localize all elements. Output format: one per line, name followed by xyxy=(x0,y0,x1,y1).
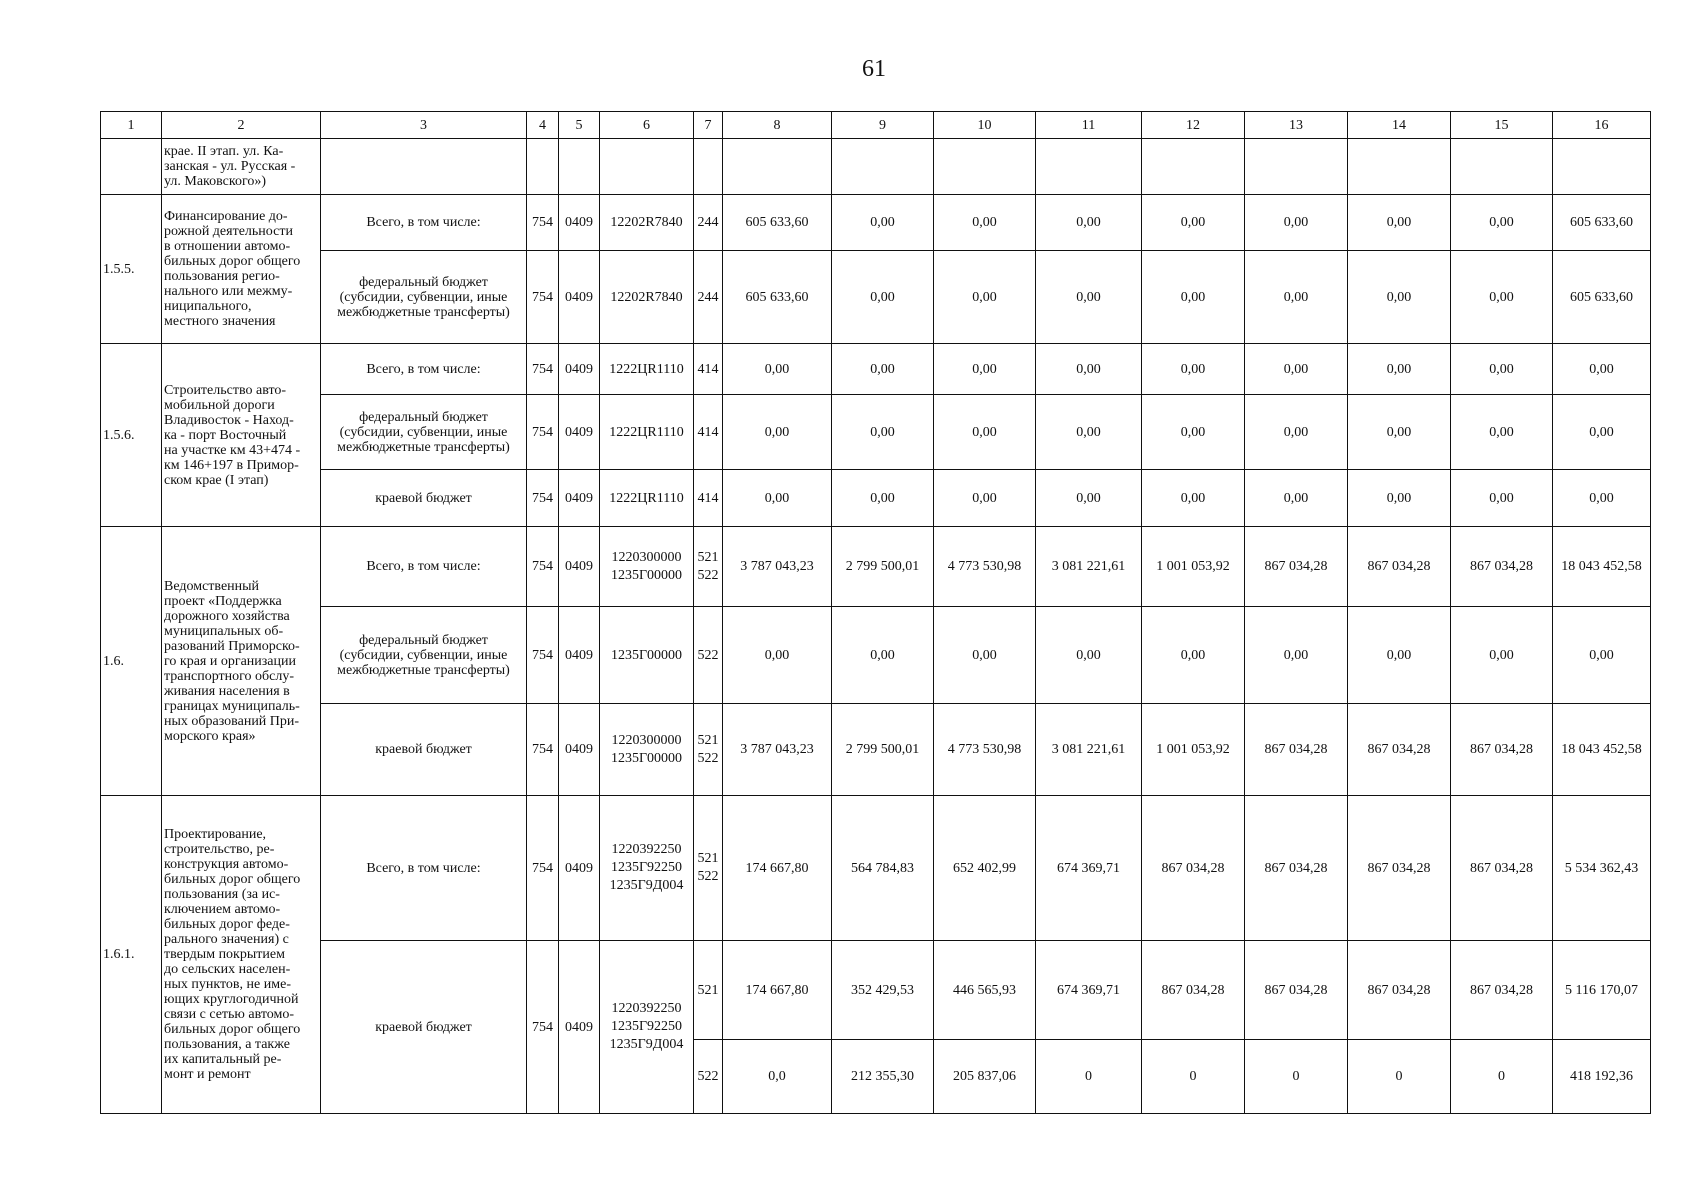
funding-source xyxy=(321,344,527,395)
total-cell: 5 116 170,07 xyxy=(1553,941,1651,1040)
value-cell: 867 034,28 xyxy=(1142,941,1245,1040)
column-header: 2 xyxy=(162,112,321,139)
column-header: 16 xyxy=(1553,112,1651,139)
value-cell: 605 633,60 xyxy=(723,251,832,344)
value-cell: 0 xyxy=(1451,1040,1553,1114)
value-cell: 4 773 530,98 xyxy=(934,704,1036,796)
name-line: ском крае (I этап) xyxy=(164,472,269,488)
column-header: 7 xyxy=(694,112,723,139)
value-cell: 0,00 xyxy=(1451,395,1553,470)
code-col7: 414 xyxy=(694,395,723,470)
value-cell: 0,00 xyxy=(832,395,934,470)
cell xyxy=(723,139,832,195)
source-line: межбюджетные трансферты) xyxy=(337,439,510,455)
cell xyxy=(527,139,559,195)
value-cell: 0,00 xyxy=(934,395,1036,470)
total-cell: 605 633,60 xyxy=(1553,195,1651,251)
code-col7 xyxy=(694,527,723,607)
value-cell: 4 773 530,98 xyxy=(934,527,1036,607)
column-header: 12 xyxy=(1142,112,1245,139)
value-cell: 0,00 xyxy=(832,470,934,527)
code-line: 521 xyxy=(697,732,719,748)
code-line: 521 xyxy=(697,851,719,866)
funding-source xyxy=(321,395,527,470)
name-line: Ведомственный xyxy=(164,578,260,594)
value-cell: 0,00 xyxy=(1142,344,1245,395)
code-line: 1235Г9Д004 xyxy=(609,1037,684,1052)
code-col4: 754 xyxy=(527,796,559,941)
value-cell: 0,00 xyxy=(1451,470,1553,527)
code-col6 xyxy=(600,941,694,1114)
value-cell: 867 034,28 xyxy=(1451,704,1553,796)
code-col4: 754 xyxy=(527,607,559,704)
source-line: Всего, в том числе: xyxy=(366,215,481,230)
code-col7: 414 xyxy=(694,344,723,395)
code-col7: 414 xyxy=(694,470,723,527)
value-cell: 205 837,06 xyxy=(934,1040,1036,1114)
value-cell: 0,00 xyxy=(1036,607,1142,704)
funding-source xyxy=(321,607,527,704)
value-cell: 0,00 xyxy=(1142,395,1245,470)
value-cell: 0,00 xyxy=(1245,607,1348,704)
value-cell: 0,00 xyxy=(1348,195,1451,251)
name-line: проект «Поддержка xyxy=(164,593,282,609)
column-header: 9 xyxy=(832,112,934,139)
total-cell: 0,00 xyxy=(1553,470,1651,527)
code-col5: 0409 xyxy=(559,470,600,527)
source-line: краевой бюджет xyxy=(375,742,472,757)
code-col5: 0409 xyxy=(559,527,600,607)
code-col4: 754 xyxy=(527,527,559,607)
value-cell: 867 034,28 xyxy=(1451,941,1553,1040)
code-line: 1235Г00000 xyxy=(610,567,683,583)
source-line: межбюджетные трансферты) xyxy=(337,304,510,320)
table-row xyxy=(101,607,1651,704)
value-cell: 0 xyxy=(1036,1040,1142,1114)
value-cell: 0,00 xyxy=(1036,195,1142,251)
code-line: 1235Г00000 xyxy=(610,750,683,766)
name-line: транспортного обслу- xyxy=(164,668,295,684)
value-cell: 0 xyxy=(1245,1040,1348,1114)
total-cell: 0,00 xyxy=(1553,607,1651,704)
code-col5: 0409 xyxy=(559,195,600,251)
table-row xyxy=(101,527,1651,607)
table-row xyxy=(101,195,1651,251)
name-line: рального значения) с xyxy=(164,932,289,947)
value-cell: 0,00 xyxy=(1245,395,1348,470)
source-line: федеральный бюджет xyxy=(359,409,488,425)
code-col7: 522 xyxy=(694,607,723,704)
source-line: (субсидии, субвенции, иные xyxy=(339,647,508,663)
source-line: краевой бюджет xyxy=(375,490,472,506)
item-name xyxy=(162,344,321,527)
name-line: занская - ул. Русская - xyxy=(164,159,296,174)
item-name xyxy=(162,139,321,195)
code-col5: 0409 xyxy=(559,395,600,470)
code-line: 522 xyxy=(697,567,719,583)
value-cell: 0,00 xyxy=(1245,344,1348,395)
cell xyxy=(832,139,934,195)
value-cell: 0,00 xyxy=(1451,607,1553,704)
name-line: нального или межму- xyxy=(164,284,293,299)
total-cell: 0,00 xyxy=(1553,395,1651,470)
code-line: 1235Г9Д004 xyxy=(609,878,684,893)
table-row xyxy=(101,796,1651,941)
column-header: 5 xyxy=(559,112,600,139)
code-col6: 1222ЦR1110 xyxy=(600,470,694,527)
source-line: Всего, в том числе: xyxy=(366,860,481,876)
name-line: мобильной дороги xyxy=(164,397,275,413)
value-cell: 0,00 xyxy=(723,344,832,395)
table-row xyxy=(101,395,1651,470)
name-line: крае. II этап. ул. Ка- xyxy=(164,144,284,159)
value-cell: 352 429,53 xyxy=(832,941,934,1040)
name-line: ул. Маковского») xyxy=(164,174,267,189)
table-row xyxy=(101,704,1651,796)
value-cell: 867 034,28 xyxy=(1142,796,1245,941)
funding-source xyxy=(321,470,527,527)
value-cell: 867 034,28 xyxy=(1245,704,1348,796)
code-col4: 754 xyxy=(527,251,559,344)
value-cell: 0,00 xyxy=(1036,395,1142,470)
cell xyxy=(694,139,723,195)
value-cell: 0,00 xyxy=(832,195,934,251)
column-header: 4 xyxy=(527,112,559,139)
value-cell: 564 784,83 xyxy=(832,796,934,941)
value-cell: 0,00 xyxy=(1451,195,1553,251)
value-cell: 867 034,28 xyxy=(1451,527,1553,607)
source-line: федеральный бюджет xyxy=(359,274,488,290)
code-col6: 1235Г00000 xyxy=(600,607,694,704)
code-col6: 12202R7840 xyxy=(600,251,694,344)
column-header: 14 xyxy=(1348,112,1451,139)
value-cell: 867 034,28 xyxy=(1245,527,1348,607)
value-cell: 0,00 xyxy=(723,470,832,527)
name-line: ключением автомо- xyxy=(164,902,281,917)
source-line: (субсидии, субвенции, иные xyxy=(339,289,508,305)
name-line: морского края» xyxy=(164,728,256,744)
name-line: монт и ремонт xyxy=(164,1067,251,1082)
value-cell: 1 001 053,92 xyxy=(1142,704,1245,796)
budget-table xyxy=(100,111,1651,1114)
code-col6 xyxy=(600,704,694,796)
total-cell: 418 192,36 xyxy=(1553,1040,1651,1114)
column-header: 13 xyxy=(1245,112,1348,139)
value-cell: 3 081 221,61 xyxy=(1036,704,1142,796)
value-cell: 0,00 xyxy=(1348,470,1451,527)
value-cell: 0 xyxy=(1142,1040,1245,1114)
value-cell: 3 787 043,23 xyxy=(723,704,832,796)
name-line: конструкция автомо- xyxy=(164,857,289,872)
code-col6: 12202R7840 xyxy=(600,195,694,251)
value-cell: 3 787 043,23 xyxy=(723,527,832,607)
value-cell: 674 369,71 xyxy=(1036,941,1142,1040)
name-line: Строительство авто- xyxy=(164,382,287,398)
name-line: связи с сетью автомо- xyxy=(164,1007,295,1022)
value-cell: 867 034,28 xyxy=(1348,527,1451,607)
code-col7: 244 xyxy=(694,195,723,251)
total-cell: 18 043 452,58 xyxy=(1553,704,1651,796)
name-line: до сельских населен- xyxy=(164,962,291,977)
code-line: 1235Г92250 xyxy=(610,860,683,875)
value-cell: 1 001 053,92 xyxy=(1142,527,1245,607)
code-line: 1220392250 xyxy=(611,842,682,857)
code-line: 522 xyxy=(697,869,719,884)
value-cell: 0,00 xyxy=(1451,344,1553,395)
code-col6: 1222ЦR1110 xyxy=(600,395,694,470)
code-col4: 754 xyxy=(527,195,559,251)
value-cell: 0,00 xyxy=(1142,470,1245,527)
code-col4: 754 xyxy=(527,395,559,470)
name-line: пользования, а также xyxy=(164,1037,290,1052)
total-cell: 18 043 452,58 xyxy=(1553,527,1651,607)
source-line: федеральный бюджет xyxy=(359,632,488,648)
total-cell: 5 534 362,43 xyxy=(1553,796,1651,941)
name-line: ных пунктов, не име- xyxy=(164,977,291,992)
code-col5: 0409 xyxy=(559,704,600,796)
value-cell: 652 402,99 xyxy=(934,796,1036,941)
name-line: Владивосток - Наход- xyxy=(164,412,294,428)
value-cell: 867 034,28 xyxy=(1348,796,1451,941)
code-col5: 0409 xyxy=(559,941,600,1114)
value-cell: 0,00 xyxy=(832,251,934,344)
cell xyxy=(1036,139,1142,195)
code-line: 521 xyxy=(697,549,719,565)
value-cell: 0,00 xyxy=(934,470,1036,527)
row-number: 1.5.5. xyxy=(101,195,162,344)
value-cell: 674 369,71 xyxy=(1036,796,1142,941)
name-line: ющих круглогодичной xyxy=(164,992,299,1007)
name-line: Проектирование, xyxy=(164,827,267,842)
name-line: границах муниципаль- xyxy=(164,698,300,714)
name-line: твердым покрытием xyxy=(164,947,285,962)
name-line: разований Приморско- xyxy=(164,638,300,654)
column-header: 11 xyxy=(1036,112,1142,139)
funding-source xyxy=(321,195,527,251)
name-line: бильных дорог общего xyxy=(164,872,301,887)
code-col5: 0409 xyxy=(559,344,600,395)
value-cell: 0,00 xyxy=(1142,251,1245,344)
value-cell: 0,00 xyxy=(1036,344,1142,395)
value-cell: 867 034,28 xyxy=(1451,796,1553,941)
value-cell: 0 xyxy=(1348,1040,1451,1114)
value-cell: 0,00 xyxy=(1142,607,1245,704)
table-row xyxy=(101,941,1651,1040)
row-number: 1.6.1. xyxy=(101,796,162,1114)
funding-source xyxy=(321,251,527,344)
code-col4: 754 xyxy=(527,704,559,796)
code-col4: 754 xyxy=(527,941,559,1114)
value-cell: 0,00 xyxy=(934,607,1036,704)
value-cell: 0,00 xyxy=(1348,395,1451,470)
total-cell: 0,00 xyxy=(1553,344,1651,395)
table-row xyxy=(101,251,1651,344)
name-line: пользования регио- xyxy=(164,269,280,284)
item-name xyxy=(162,527,321,796)
code-line: 1220300000 xyxy=(611,732,682,748)
code-line: 522 xyxy=(697,750,719,766)
name-line: ных образований При- xyxy=(164,713,300,729)
column-header: 15 xyxy=(1451,112,1553,139)
value-cell: 0,00 xyxy=(1348,607,1451,704)
code-col7: 244 xyxy=(694,251,723,344)
cell xyxy=(1553,139,1651,195)
code-col7 xyxy=(694,704,723,796)
row-number xyxy=(101,139,162,195)
value-cell: 0,00 xyxy=(1036,470,1142,527)
value-cell: 0,00 xyxy=(1245,251,1348,344)
value-cell: 446 565,93 xyxy=(934,941,1036,1040)
value-cell: 0,00 xyxy=(1036,251,1142,344)
name-line: км 146+197 в Примор- xyxy=(164,457,299,473)
source-line: Всего, в том числе: xyxy=(366,361,481,377)
value-cell: 867 034,28 xyxy=(1348,704,1451,796)
page-number: 61 xyxy=(862,56,886,82)
value-cell: 174 667,80 xyxy=(723,941,832,1040)
source-line: межбюджетные трансферты) xyxy=(337,662,510,678)
item-name xyxy=(162,195,321,344)
name-line: местного значения xyxy=(164,314,276,329)
code-col6 xyxy=(600,796,694,941)
name-line: ка - порт Восточный xyxy=(164,427,287,443)
funding-source xyxy=(321,139,527,195)
table-row xyxy=(101,470,1651,527)
code-line: 1235Г92250 xyxy=(610,1019,683,1034)
code-col6 xyxy=(600,527,694,607)
value-cell: 0,00 xyxy=(934,251,1036,344)
value-cell: 0,00 xyxy=(832,607,934,704)
cell xyxy=(1142,139,1245,195)
column-header: 10 xyxy=(934,112,1036,139)
name-line: в отношении автомо- xyxy=(164,239,291,254)
name-line: бильных дорог общего xyxy=(164,1022,301,1037)
value-cell: 867 034,28 xyxy=(1245,796,1348,941)
funding-source xyxy=(321,527,527,607)
name-line: живания населения в xyxy=(164,683,290,699)
value-cell: 0,00 xyxy=(1348,251,1451,344)
source-line: Всего, в том числе: xyxy=(366,559,481,574)
name-line: Финансирование до- xyxy=(164,209,288,224)
code-col5: 0409 xyxy=(559,251,600,344)
value-cell: 0,00 xyxy=(1142,195,1245,251)
column-header: 6 xyxy=(600,112,694,139)
cell xyxy=(559,139,600,195)
value-cell: 0,00 xyxy=(934,195,1036,251)
name-line: го края и организации xyxy=(164,653,297,669)
value-cell: 0,00 xyxy=(1245,470,1348,527)
column-header: 1 xyxy=(101,112,162,139)
funding-source xyxy=(321,704,527,796)
name-line: бильных дорог общего xyxy=(164,254,301,269)
cell xyxy=(1451,139,1553,195)
name-line: рожной деятельности xyxy=(164,224,293,239)
table-row xyxy=(101,139,1651,195)
code-col7: 522 xyxy=(694,1040,723,1114)
value-cell: 2 799 500,01 xyxy=(832,527,934,607)
value-cell: 0,00 xyxy=(1348,344,1451,395)
value-cell: 605 633,60 xyxy=(723,195,832,251)
funding-source xyxy=(321,796,527,941)
name-line: строительство, ре- xyxy=(164,842,275,857)
name-line: дорожного хозяйства xyxy=(164,608,290,624)
value-cell: 212 355,30 xyxy=(832,1040,934,1114)
code-col4: 754 xyxy=(527,344,559,395)
code-col7: 521 xyxy=(694,941,723,1040)
source-line: (субсидии, субвенции, иные xyxy=(339,424,508,440)
row-number: 1.5.6. xyxy=(101,344,162,527)
table-row xyxy=(101,344,1651,395)
name-line: на участке км 43+474 - xyxy=(164,442,301,458)
code-line: 1220392250 xyxy=(611,1001,682,1016)
value-cell: 0,0 xyxy=(723,1040,832,1114)
cell xyxy=(600,139,694,195)
cell xyxy=(1348,139,1451,195)
code-col5: 0409 xyxy=(559,607,600,704)
value-cell: 3 081 221,61 xyxy=(1036,527,1142,607)
name-line: ниципального, xyxy=(164,299,252,314)
code-line: 1220300000 xyxy=(611,549,682,565)
item-name xyxy=(162,796,321,1114)
value-cell: 0,00 xyxy=(934,344,1036,395)
source-line: краевой бюджет xyxy=(375,1019,472,1035)
value-cell: 0,00 xyxy=(1245,195,1348,251)
code-col4: 754 xyxy=(527,470,559,527)
total-cell: 605 633,60 xyxy=(1553,251,1651,344)
value-cell: 174 667,80 xyxy=(723,796,832,941)
value-cell: 867 034,28 xyxy=(1245,941,1348,1040)
value-cell: 0,00 xyxy=(1451,251,1553,344)
value-cell: 867 034,28 xyxy=(1348,941,1451,1040)
value-cell: 0,00 xyxy=(832,344,934,395)
column-header: 3 xyxy=(321,112,527,139)
row-number: 1.6. xyxy=(101,527,162,796)
value-cell: 0,00 xyxy=(723,607,832,704)
code-col5: 0409 xyxy=(559,796,600,941)
name-line: их капитальный ре- xyxy=(164,1052,282,1067)
code-col6: 1222ЦR1110 xyxy=(600,344,694,395)
value-cell: 2 799 500,01 xyxy=(832,704,934,796)
name-line: муниципальных об- xyxy=(164,623,284,639)
value-cell: 0,00 xyxy=(723,395,832,470)
cell xyxy=(1245,139,1348,195)
name-line: бильных дорог феде- xyxy=(164,917,290,932)
column-header: 8 xyxy=(723,112,832,139)
code-col7 xyxy=(694,796,723,941)
cell xyxy=(934,139,1036,195)
header-row xyxy=(101,112,1651,139)
funding-source xyxy=(321,941,527,1114)
name-line: пользования (за ис- xyxy=(164,887,280,902)
